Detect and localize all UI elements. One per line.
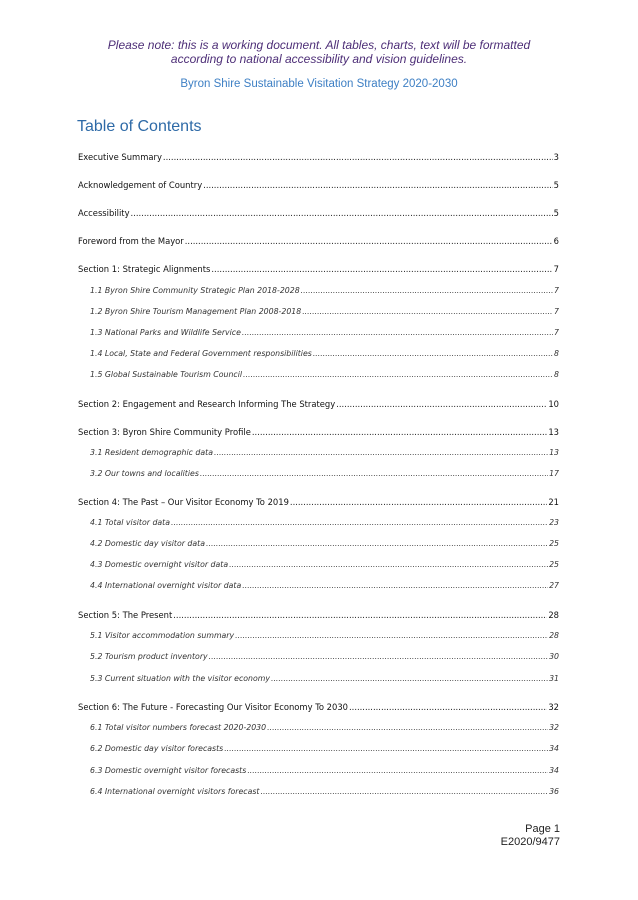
toc-entry-4-1[interactable]: 4.1 Total visitor data ..... 23 [90, 517, 559, 529]
toc-entry-1-5[interactable]: 1.5 Global Sustainable Tourism Council ..... 8 [90, 369, 559, 381]
toc-entry-section-5[interactable]: Section 5: The Present ..... 28 [78, 609, 559, 621]
toc-entry-4-2[interactable]: 4.2 Domestic day visitor data ..... 25 [90, 538, 559, 550]
toc-entry-6-1[interactable]: 6.1 Total visitor numbers forecast 2020-2030 ..... 32 [90, 722, 559, 734]
page-footer [501, 823, 560, 849]
toc-entry-acknowledgement[interactable]: Acknowledgement of Country ..... 5 [78, 179, 559, 191]
document-subtitle: Byron Shire Sustainable Visitation Strategy 2020-2030 [180, 78, 458, 90]
toc-entry-4-3[interactable]: 4.3 Domestic overnight visitor data ..... 25 [90, 559, 559, 571]
page-number: Page 1 [525, 823, 560, 835]
toc-entry-section-6[interactable]: Section 6: The Future - Forecasting Our Visitor Economy To 2030 ..... 32 [78, 701, 559, 713]
document-reference: E2020/9477 [500, 836, 560, 848]
toc-entry-6-2[interactable]: 6.2 Domestic day visitor forecasts ..... 34 [90, 743, 559, 755]
note-line-1: Please note: this is a working document. All tables, charts, text will be formatted [107, 38, 531, 52]
toc-entry-6-4[interactable]: 6.4 International overnight visitors forecast ..... 36 [90, 786, 559, 798]
toc-entry-4-4[interactable]: 4.4 International overnight visitor data ..... 27 [90, 580, 559, 592]
note-line-2: according to national accessibility and vision guidelines. [170, 52, 468, 66]
toc-entry-1-2[interactable]: 1.2 Byron Shire Tourism Management Plan 2008-2018 ..... 7 [90, 306, 559, 318]
toc-entry-6-3[interactable]: 6.3 Domestic overnight visitor forecasts ..... 34 [90, 765, 559, 777]
toc-entry-foreword[interactable]: Foreword from the Mayor ..... 6 [78, 235, 559, 247]
toc-entry-section-2[interactable]: Section 2: Engagement and Research Informing The Strategy ..... 10 [78, 398, 559, 410]
toc-entry-1-3[interactable]: 1.3 National Parks and Wildlife Service ..... 7 [90, 327, 559, 339]
toc-entry-accessibility[interactable]: Accessibility ..... 5 [78, 207, 559, 219]
toc-entry-section-3[interactable]: Section 3: Byron Shire Community Profile ..... 13 [78, 426, 559, 438]
toc-entry-3-2[interactable]: 3.2 Our towns and localities ..... 17 [90, 468, 559, 480]
toc-heading: Table of Contents [77, 118, 202, 135]
toc-entry-section-1[interactable]: Section 1: Strategic Alignments ..... 7 [78, 263, 559, 275]
toc-entry-1-4[interactable]: 1.4 Local, State and Federal Government responsibilities ..... 8 [90, 348, 559, 360]
toc-entry-1-1[interactable]: 1.1 Byron Shire Community Strategic Plan 2018-2028 ..... 7 [90, 285, 559, 297]
toc-entry-5-2[interactable]: 5.2 Tourism product inventory ..... 30 [90, 651, 559, 663]
toc-entry-5-3[interactable]: 5.3 Current situation with the visitor economy ..... 31 [90, 673, 559, 685]
toc-entry-5-1[interactable]: 5.1 Visitor accommodation summary ..... 28 [90, 630, 559, 642]
toc-entry-3-1[interactable]: 3.1 Resident demographic data ..... 13 [90, 447, 559, 459]
toc-entry-executive-summary[interactable]: Executive Summary ..... 3 [78, 151, 559, 163]
toc-entry-section-4[interactable]: Section 4: The Past – Our Visitor Economy To 2019 ..... 21 [78, 496, 559, 508]
